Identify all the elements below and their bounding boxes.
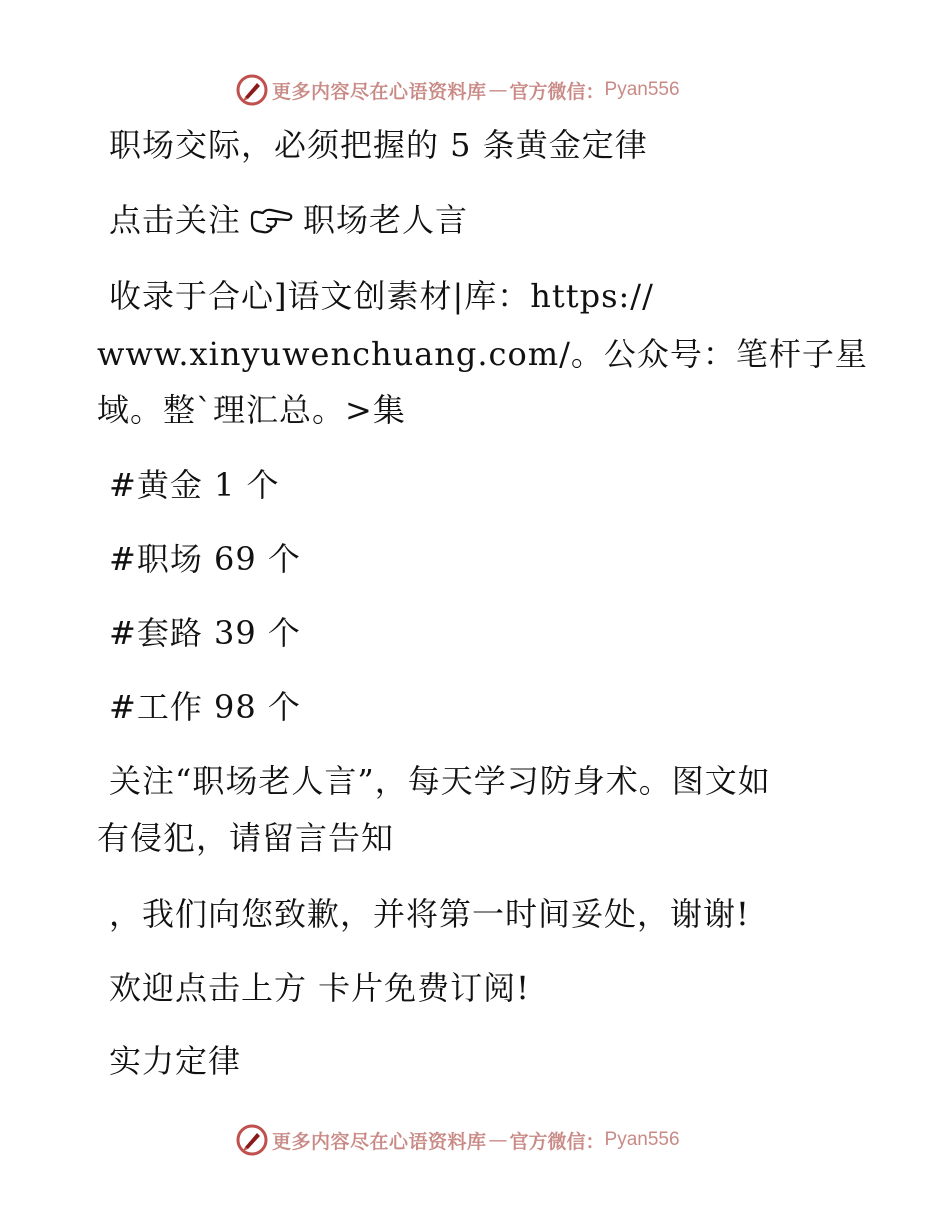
- notice-line-1: 关注“职场老人言”，每天学习防身术。图文如: [109, 762, 771, 800]
- watermark-label: 官方微信：: [509, 80, 605, 103]
- follow-line: [109, 201, 468, 239]
- tag-routine[interactable]: #套路 39 个: [109, 614, 301, 652]
- watermark-dash: —: [488, 1129, 508, 1151]
- follow-prefix: 点击关注: [109, 201, 242, 239]
- follow-account: 职场老人言: [303, 201, 469, 239]
- watermark-site-text: 更多内容尽在心语资料库: [272, 80, 487, 103]
- tag-gold[interactable]: #黄金 1 个: [109, 466, 280, 504]
- pen-logo-icon: [236, 74, 268, 106]
- notice-line-2: 有侵犯，请留言告知: [97, 819, 395, 857]
- pointing-hand-icon: [249, 205, 293, 235]
- notice-line-3: ，我们向您致歉，并将第一时间妥处，谢谢!: [109, 895, 750, 933]
- watermark-wechat-id: Pyan556: [604, 1129, 680, 1150]
- header-watermark: [236, 73, 680, 107]
- footer-watermark: [236, 1123, 680, 1157]
- tag-work[interactable]: #工作 98 个: [109, 688, 301, 726]
- document-title: 职场交际，必须把握的 5 条黄金定律: [109, 126, 648, 164]
- watermark-dash: —: [488, 79, 508, 101]
- source-line-1: 收录于合心]语文创素材|库：https://: [109, 277, 654, 315]
- section-heading: 实力定律: [109, 1042, 242, 1080]
- source-line-3: 域。整ˋ理汇总。>集: [97, 391, 406, 429]
- watermark-site-text: 更多内容尽在心语资料库: [272, 1130, 487, 1153]
- source-line-2: www.xinyuwenchuang.com/。公众号：笔杆子星: [97, 335, 868, 373]
- tag-workplace[interactable]: #职场 69 个: [109, 540, 301, 578]
- subscribe-line: 欢迎点击上方 卡片免费订阅!: [109, 969, 531, 1007]
- watermark-label: 官方微信：: [509, 1130, 605, 1153]
- pen-logo-icon: [236, 1124, 268, 1156]
- watermark-wechat-id: Pyan556: [604, 79, 680, 100]
